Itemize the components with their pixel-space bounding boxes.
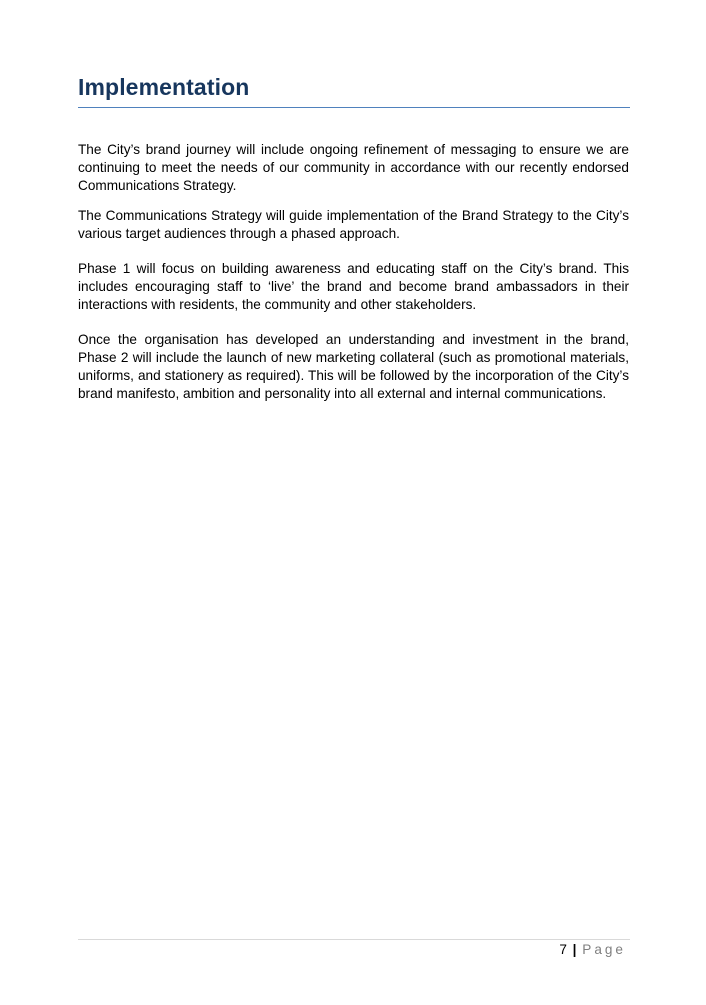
page-number: 7 [559,942,567,957]
page-label: Page [582,942,626,957]
footer-separator: | [572,942,577,957]
section-heading: Implementation [78,74,250,100]
heading-underline [78,107,630,108]
footer-divider [78,939,630,940]
paragraph-brand-journey: The City’s brand journey will include ongoing refinement of messaging to ensure we are continuing to meet the needs of our community in accordance with our recently endorsed Communications Strategy. [78,142,629,193]
paragraph-phase-2: Once the organisation has developed an understanding and investment in the brand, Phase 2 will include the launch of new marketing collateral (such as promotional materials, uniforms, and stationery as required). This will be followed by the incorporation of the City’s brand manifesto, ambition and personality into all external and internal communications. [78,332,629,401]
paragraph-phase-1: Phase 1 will focus on building awareness and educating staff on the City’s brand. This includes encouraging staff to ‘live’ the brand and become brand ambassadors in their interactions with residents, the community and other stakeholders. [78,261,629,312]
page-footer [559,941,626,959]
paragraph-communications-strategy: The Communications Strategy will guide implementation of the Brand Strategy to the City’s various target audiences through a phased approach. [78,208,629,241]
